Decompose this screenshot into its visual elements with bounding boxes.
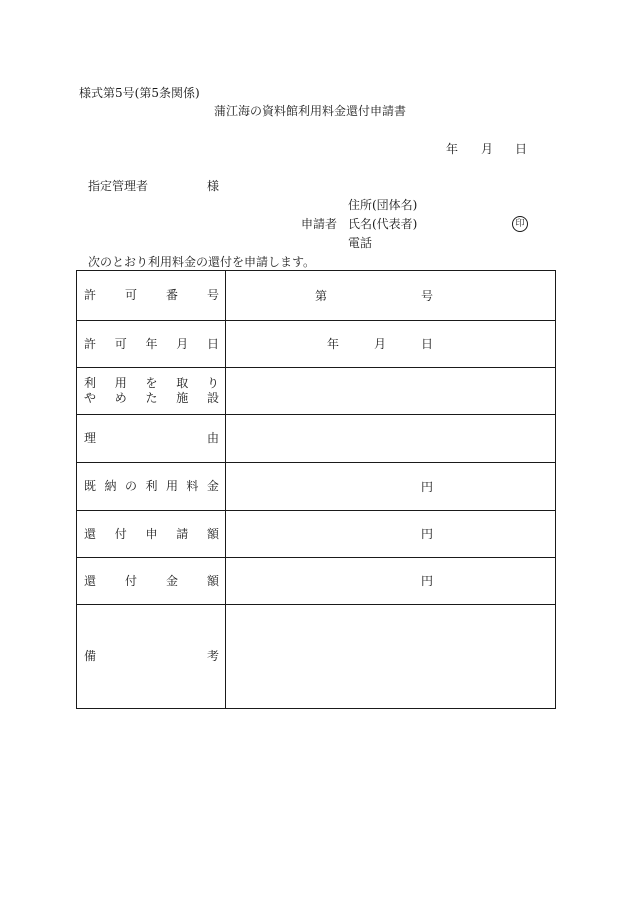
- table-row: [77, 558, 556, 605]
- row-value-field[interactable]: [226, 415, 556, 463]
- row-label: [77, 271, 226, 321]
- yen-unit: 円: [421, 574, 434, 588]
- date-year: 年: [446, 142, 459, 156]
- row-value-field[interactable]: [226, 321, 556, 368]
- applicant-label: 申請者: [301, 217, 338, 231]
- seal-mark: 印: [512, 216, 528, 232]
- form-number: 様式第5号(第5条関係): [79, 86, 200, 100]
- page-title: 蒲江海の資料館利用料金還付申請書: [214, 104, 407, 118]
- number-prefix: 第: [315, 288, 328, 303]
- applicant-address-label: 住所(団体名): [348, 198, 418, 212]
- date-year: 年: [327, 337, 340, 351]
- table-row: [77, 321, 556, 368]
- row-label-line: 還 付 金 額: [84, 573, 219, 588]
- row-label: [77, 368, 226, 415]
- row-value-field[interactable]: [226, 271, 556, 321]
- yen-unit: 円: [421, 479, 434, 494]
- row-value-field[interactable]: [226, 558, 556, 605]
- row-label-line: 利 用 を 取 り: [84, 376, 219, 390]
- intro-text: 次のとおり利用料金の還付を申請します。: [88, 255, 316, 269]
- table-row: [77, 271, 556, 321]
- row-label-line: 備 考: [84, 649, 219, 663]
- row-value-field[interactable]: [226, 463, 556, 511]
- row-label-line: 理 由: [84, 431, 219, 445]
- table-row: [77, 415, 556, 463]
- addressee-honorific: 様: [207, 179, 220, 193]
- yen-unit: 円: [421, 527, 434, 541]
- table-row: [77, 368, 556, 415]
- row-label: [77, 415, 226, 463]
- row-value-field[interactable]: [226, 511, 556, 558]
- date-month: 月: [481, 142, 494, 156]
- row-label-line: 既 納 の 利 用 料 金: [84, 479, 219, 493]
- table-row: [77, 463, 556, 511]
- number-suffix: 号: [421, 288, 434, 303]
- applicant-name-label: 氏名(代表者): [348, 217, 418, 231]
- date-day: 日: [421, 337, 434, 351]
- date-day: 日: [515, 142, 528, 156]
- date-month: 月: [374, 337, 387, 351]
- row-label: [77, 463, 226, 511]
- row-value-field[interactable]: [226, 605, 556, 709]
- row-label-line: 許 可 年 月 日: [84, 336, 219, 351]
- table-row: [77, 511, 556, 558]
- row-label: [77, 605, 226, 709]
- row-label: [77, 321, 226, 368]
- applicant-phone-label: 電話: [348, 236, 373, 250]
- row-label: [77, 511, 226, 558]
- row-label-line: 許 可 番 号: [84, 288, 219, 302]
- row-label-line: 還 付 申 請 額: [84, 526, 219, 541]
- row-label: [77, 558, 226, 605]
- row-label-line: や め た 施 設: [84, 391, 219, 405]
- addressee-name: 指定管理者: [88, 179, 149, 193]
- application-table: [76, 270, 556, 709]
- table-row: [77, 605, 556, 709]
- row-value-field[interactable]: [226, 368, 556, 415]
